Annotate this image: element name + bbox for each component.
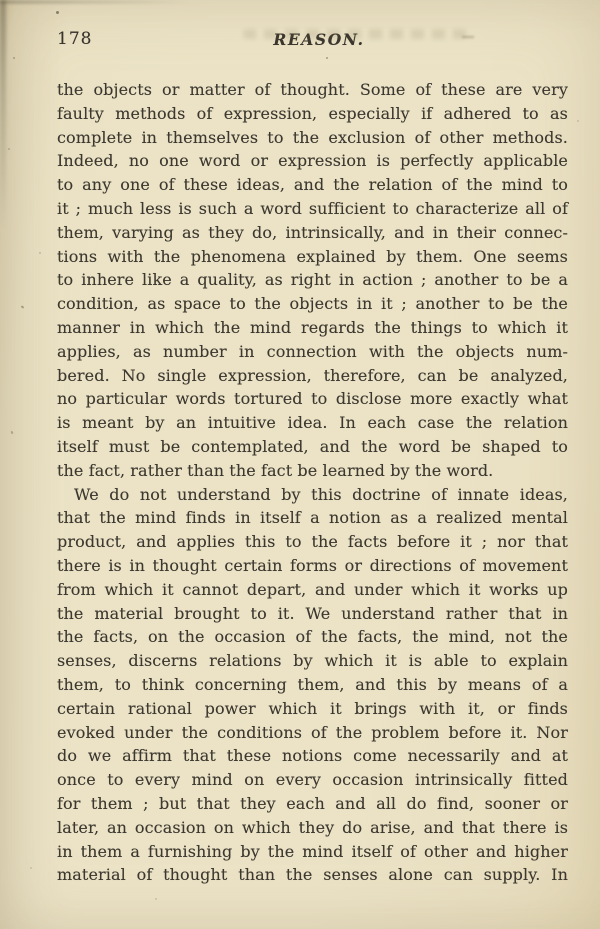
show-through-dash [462, 36, 474, 38]
running-head: REASON. [273, 30, 365, 49]
text-line: the fact, rather than the fact be learned by the word. [57, 460, 494, 480]
text-line: the facts, on the occasion of the facts, the mind, not the [57, 627, 568, 647]
ink-speck [39, 252, 41, 254]
text-line: the objects or matter of thought. Some of these are very [57, 80, 568, 99]
text-line: certain rational power which it brings with it, or finds [57, 698, 568, 718]
text-line: bered. No single expression, therefore, can be analyzed, [57, 365, 568, 385]
ink-speck [155, 898, 157, 900]
text-line: there is in thought certain forms or directions of movement [57, 555, 568, 575]
text-line: Indeed, no one word or expression is perfectly applicable [57, 151, 568, 171]
text-line: senses, discerns relations by which it is able to explain [57, 651, 568, 671]
text-line: evoked under the conditions of the problem before it. Nor [57, 722, 568, 742]
text-line: condition, as space to the objects in it ; another to be the [57, 294, 568, 314]
text-line: is meant by an intuitive idea. In each case the relation [57, 413, 568, 433]
ink-speck [13, 57, 15, 59]
text-line: do we affirm that these notions come necessarily and at [57, 746, 568, 766]
page-header [0, 0, 600, 60]
ink-speck [8, 148, 10, 150]
body-text [57, 78, 568, 887]
text-line: later, an occasion on which they do arise, and that there is [57, 817, 568, 837]
text-line: once to every mind on every occasion intrinsically fitted [57, 770, 568, 790]
text-line: complete in themselves to the exclusion of other methods. [57, 127, 568, 147]
ink-speck [326, 57, 328, 59]
text-line: no particular words tortured to disclose more exactly what [57, 389, 568, 409]
text-line: We do not understand by this doctrine of innate ideas, [74, 484, 568, 504]
text-line: product, and applies this to the facts before it ; nor that [57, 532, 568, 552]
text-line: to inhere like a quality, as right in action ; another to be a [57, 270, 568, 290]
ink-speck [10, 431, 13, 435]
text-line: them, to think concerning them, and this by means of a [57, 674, 568, 694]
text-line: from which it cannot depart, and under which it works up [57, 579, 568, 599]
text-line: the material brought to it. We understand rather that in [57, 603, 568, 623]
page-number: 178 [57, 29, 93, 49]
text-line: for them ; but that they each and all do find, sooner or [57, 793, 568, 813]
text-line: applies, as number in connection with the objects num- [57, 341, 568, 361]
text-line: tions with the phenomena explained by them. One seems [57, 246, 568, 266]
text-line: manner in which the mind regards the things to which it [57, 317, 568, 337]
text-line: to any one of these ideas, and the relation of the mind to [57, 175, 568, 195]
ink-speck [577, 120, 579, 122]
ink-speck [21, 305, 25, 308]
text-line: it ; much less is such a word sufficient to characterize all of [57, 198, 568, 218]
text-line: material of thought than the senses alone can supply. In [57, 865, 568, 885]
text-line: in them a furnishing by the mind itself of other and higher [57, 841, 568, 861]
text-line: that the mind finds in itself a notion as a realized mental [57, 508, 568, 528]
ink-speck [56, 11, 59, 14]
show-through-smudge [243, 29, 468, 39]
text-line: itself must be contemplated, and the word be shaped to [57, 436, 568, 456]
text-line: faulty methods of expression, especially if adhered to as [57, 103, 568, 123]
ink-speck [30, 867, 32, 869]
text-line: them, varying as they do, intrinsically, and in their connec- [57, 222, 568, 242]
